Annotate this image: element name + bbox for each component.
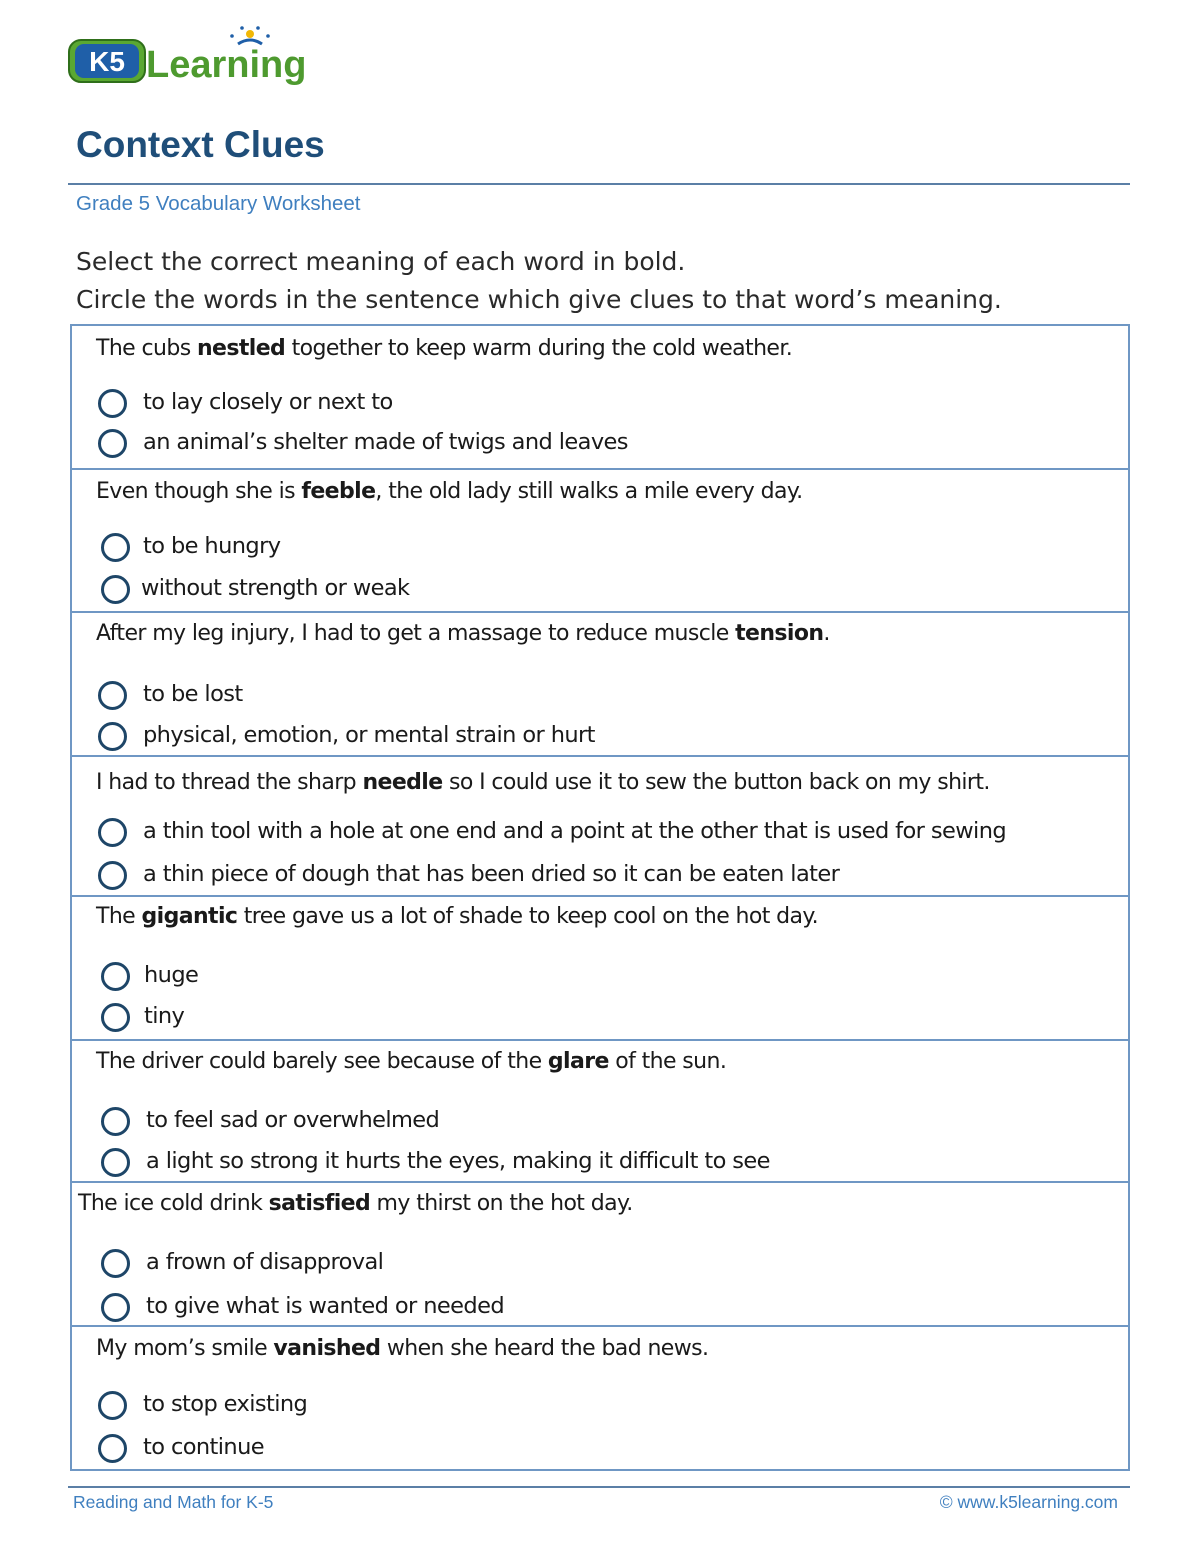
svg-text:Learning: Learning: [146, 44, 307, 86]
footer-website-link[interactable]: © www.k5learning.com: [939, 1492, 1118, 1512]
radio-circle-icon[interactable]: [101, 1148, 130, 1177]
question-6: The driver could barely see because of the glare of the sun. to feel sad or overwhelmed a light so strong it hurts the eyes, making it difficult to see: [72, 1041, 1128, 1183]
radio-circle-icon[interactable]: [101, 575, 130, 604]
question-4: I had to thread the sharp needle so I could use it to sew the button back on my shirt. a thin tool with a hole at one end and a point at the other that is used for sewing a thin piece of dough that has been dried so it can be eaten later: [72, 757, 1128, 897]
radio-circle-icon[interactable]: [98, 722, 127, 751]
footer-divider: [68, 1486, 1130, 1488]
svg-text:K5: K5: [89, 46, 125, 77]
question-sentence: The gigantic tree gave us a lot of shade to keep cool on the hot day.: [96, 904, 819, 929]
radio-circle-icon[interactable]: [101, 533, 130, 562]
question-8: My mom’s smile vanished when she heard the bad news. to stop existing to continue: [72, 1327, 1128, 1469]
question-sentence: My mom’s smile vanished when she heard the bad news.: [96, 1336, 709, 1361]
radio-circle-icon[interactable]: [101, 1003, 130, 1032]
instruction-line-1: Select the correct meaning of each word in bold.: [76, 247, 686, 276]
question-sentence: After my leg injury, I had to get a massage to reduce muscle tension.: [96, 621, 830, 646]
header-divider: [68, 183, 1130, 185]
radio-circle-icon[interactable]: [98, 861, 127, 890]
question-5: The gigantic tree gave us a lot of shade to keep cool on the hot day. huge tiny: [72, 897, 1128, 1041]
question-sentence: Even though she is feeble, the old lady still walks a mile every day.: [96, 479, 803, 504]
target-word: satisfied: [268, 1191, 371, 1216]
radio-circle-icon[interactable]: [101, 962, 130, 991]
question-grid: [70, 324, 1130, 1471]
question-7: The ice cold drink satisfied my thirst on the hot day. a frown of disapproval to give what is wanted or needed: [72, 1183, 1128, 1327]
radio-circle-icon[interactable]: [98, 1434, 127, 1463]
radio-circle-icon[interactable]: [98, 389, 127, 418]
logo-figure-icon: [230, 26, 270, 44]
logo-badge: [69, 40, 145, 82]
target-word: vanished: [273, 1336, 381, 1361]
question-sentence: The ice cold drink satisfied my thirst on the hot day.: [78, 1191, 633, 1216]
radio-circle-icon[interactable]: [98, 1391, 127, 1420]
k5-learning-logo: [66, 22, 326, 90]
question-3: After my leg injury, I had to get a massage to reduce muscle tension. to be lost physical, emotion, or mental strain or hurt: [72, 613, 1128, 757]
target-word: needle: [362, 770, 443, 795]
radio-circle-icon[interactable]: [101, 1293, 130, 1322]
radio-circle-icon[interactable]: [101, 1107, 130, 1136]
question-sentence: I had to thread the sharp needle so I could use it to sew the button back on my shirt.: [96, 770, 990, 795]
instruction-line-2: Circle the words in the sentence which give clues to that word’s meaning.: [76, 285, 1002, 314]
worksheet-subtitle: Grade 5 Vocabulary Worksheet: [76, 192, 361, 215]
question-sentence: The cubs nestled together to keep warm during the cold weather.: [96, 336, 793, 361]
question-sentence: The driver could barely see because of the glare of the sun.: [96, 1049, 727, 1074]
target-word: glare: [547, 1049, 609, 1074]
target-word: feeble: [301, 479, 376, 504]
radio-circle-icon[interactable]: [98, 818, 127, 847]
question-1: The cubs nestled together to keep warm during the cold weather. to lay closely or next to an animal’s shelter made of twigs and leaves: [72, 326, 1128, 470]
target-word: gigantic: [141, 904, 238, 929]
footer-tagline: Reading and Math for K-5: [73, 1492, 274, 1512]
radio-circle-icon[interactable]: [98, 429, 127, 458]
radio-circle-icon[interactable]: [98, 681, 127, 710]
question-2: Even though she is feeble, the old lady still walks a mile every day. to be hungry without strength or weak: [72, 470, 1128, 613]
target-word: tension: [735, 621, 824, 646]
radio-circle-icon[interactable]: [101, 1249, 130, 1278]
target-word: nestled: [196, 336, 286, 361]
page-title: Context Clues: [76, 124, 325, 165]
